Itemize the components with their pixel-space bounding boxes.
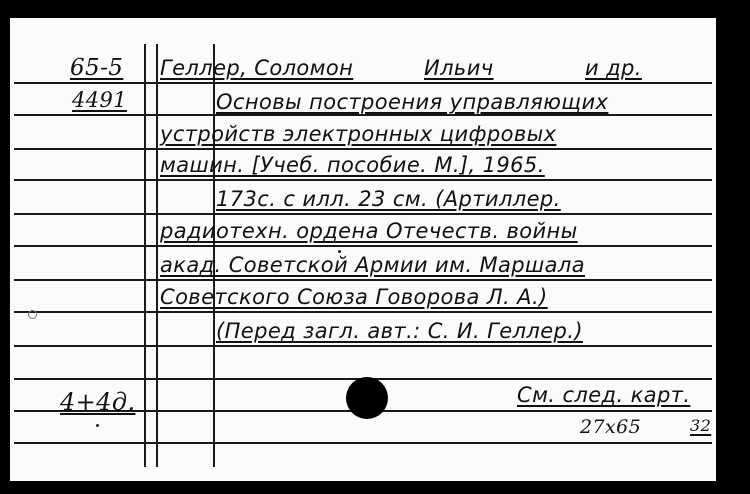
margin-line-right <box>156 44 158 467</box>
ruled-line <box>14 213 712 215</box>
author-patronymic: Ильич <box>424 56 494 80</box>
accession-number: 4491 <box>72 88 128 112</box>
author-name: Геллер, Соломон <box>160 56 354 80</box>
body-line: устройств электронных цифровых <box>160 122 557 146</box>
order-number: 27х65 <box>580 416 642 438</box>
ruled-line <box>14 442 712 444</box>
body-line: машин. [Учеб. пособие. М.], 1965. <box>160 153 545 177</box>
ruled-line <box>14 245 712 247</box>
punch-hole <box>346 377 388 419</box>
ruled-line <box>14 279 712 281</box>
ruled-line <box>14 114 712 116</box>
body-line: 173с. с илл. 23 см. (Артиллер. <box>216 187 561 211</box>
body-line: радиотехн. ордена Отечеств. войны <box>160 219 578 243</box>
body-line: Советского Союза Говорова Л. А.) <box>160 285 548 309</box>
catalog-card <box>10 18 716 481</box>
ruled-line <box>14 179 712 181</box>
body-line: (Перед загл. авт.: С. И. Геллер.) <box>216 319 583 343</box>
ink-speck <box>96 424 99 427</box>
ruled-line <box>14 82 712 84</box>
margin-mark <box>28 310 37 319</box>
ruled-line <box>14 311 712 313</box>
author-etal: и др. <box>585 56 642 80</box>
body-line: Основы построения управляющих <box>216 90 609 114</box>
margin-line-left <box>144 44 146 467</box>
sheet-number: 32 <box>690 416 712 435</box>
ruled-line <box>14 148 712 150</box>
ink-speck <box>338 250 341 253</box>
call-number: 65-5 <box>70 55 124 81</box>
continuation-note: См. след. карт. <box>517 383 691 407</box>
ruled-line <box>14 345 712 347</box>
shelf-mark: 4+4д. <box>60 388 136 416</box>
body-line: акад. Советской Армии им. Маршала <box>160 253 585 277</box>
